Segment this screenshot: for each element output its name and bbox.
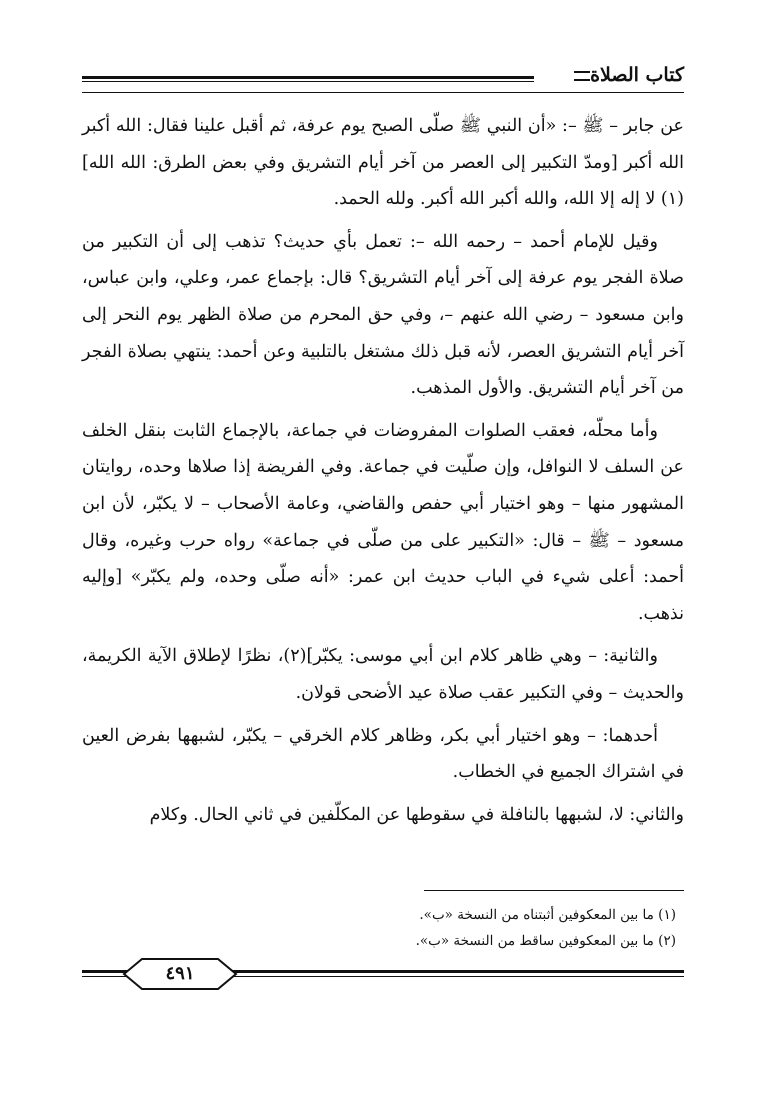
paragraph-2: وقيل للإمام أحمد – رحمه الله –: تعمل بأي حديث؟ تذهب إلى أن التكبير من صلاة الفجر يوم عرفة إلى آخر أيام التشريق؟ قال: بإجماع عمر، وعلي، وابن عباس، وابن مسعود – رضي الله عنهم –، وفي حق المحرم من صلاة الظهر يوم النحر إلى آخر أيام التشريق العصر، لأنه قبل ذلك مشتغل بالتلبية وعن أحمد: ينتهي بصلاة الفجر من آخر أيام التشريق. والأول المذهب. — [82, 231, 684, 399]
paragraph-5: أحدهما: – وهو اختيار أبي بكر، وظاهر كلام الخرقي – يكبّر، لشبهها بفرض العين في اشتراك الجميع في الخطاب. — [82, 725, 684, 783]
page-number-frame — [120, 956, 240, 992]
paragraph-4: والثانية: – وهي ظاهر كلام ابن أبي موسى: يكبّر](٢)، نظرًا لإطلاق الآية الكريمة، والحديث – وفي التكبير عقب صلاة عيد الأضحى قولان. — [82, 646, 684, 703]
footnote-1: (١) ما بين المعكوفين أثبتناه من النسخة «ب». — [419, 907, 676, 923]
header-ornament — [574, 71, 590, 81]
paragraph-3: وأما محلّه، فعقب الصلوات المفروضات في جماعة، بالإجماع الثابت بنقل الخلف عن السلف لا النوافل، وإن صلّيت في جماعة. وفي الفريضة إذا صلاها وحده، روايتان المشهور منها – وهو اختيار أبي حفص والقاضي، وعامة الأصحاب – لا يكبّر، لأن ابن مسعود – ﷺ – قال: «التكبير على من صلّى في جماعة» رواه حرب وغيره، وقال أحمد: أعلى شيء في الباب حديث ابن عمر: «أنه صلّى وحده، ولم يكبّر» [وإليه نذهب. — [82, 420, 684, 624]
header-title-wrap — [566, 64, 684, 86]
page-header — [82, 62, 684, 98]
header-underline — [82, 92, 684, 93]
footnote-2: (٢) ما بين المعكوفين ساقط من النسخة «ب». — [415, 933, 676, 949]
footnote-separator — [424, 890, 684, 891]
page-number: ٤٩١ — [165, 963, 195, 984]
footnotes — [82, 902, 684, 954]
header-title: كتاب الصلاة — [590, 64, 684, 86]
main-text — [82, 108, 684, 839]
paragraph-1: عن جابر – ﷺ –: «أن النبي ﷺ صلّى الصبح يوم عرفة، ثم أقبل علينا فقال: الله أكبر الله أكبر [ومدّ التكبير إلى العصر من آخر أيام التشريق وفي بعض الطرق: الله الله](١) لا إله إلا الله، والله أكبر الله أكبر. ولله الحمد. — [82, 116, 684, 210]
page-footer — [82, 956, 684, 996]
header-rule — [82, 76, 534, 82]
paragraph-6: والثاني: لا، لشبهها بالنافلة في سقوطها عن المكلّفين في ثاني الحال. وكلام — [149, 804, 684, 825]
